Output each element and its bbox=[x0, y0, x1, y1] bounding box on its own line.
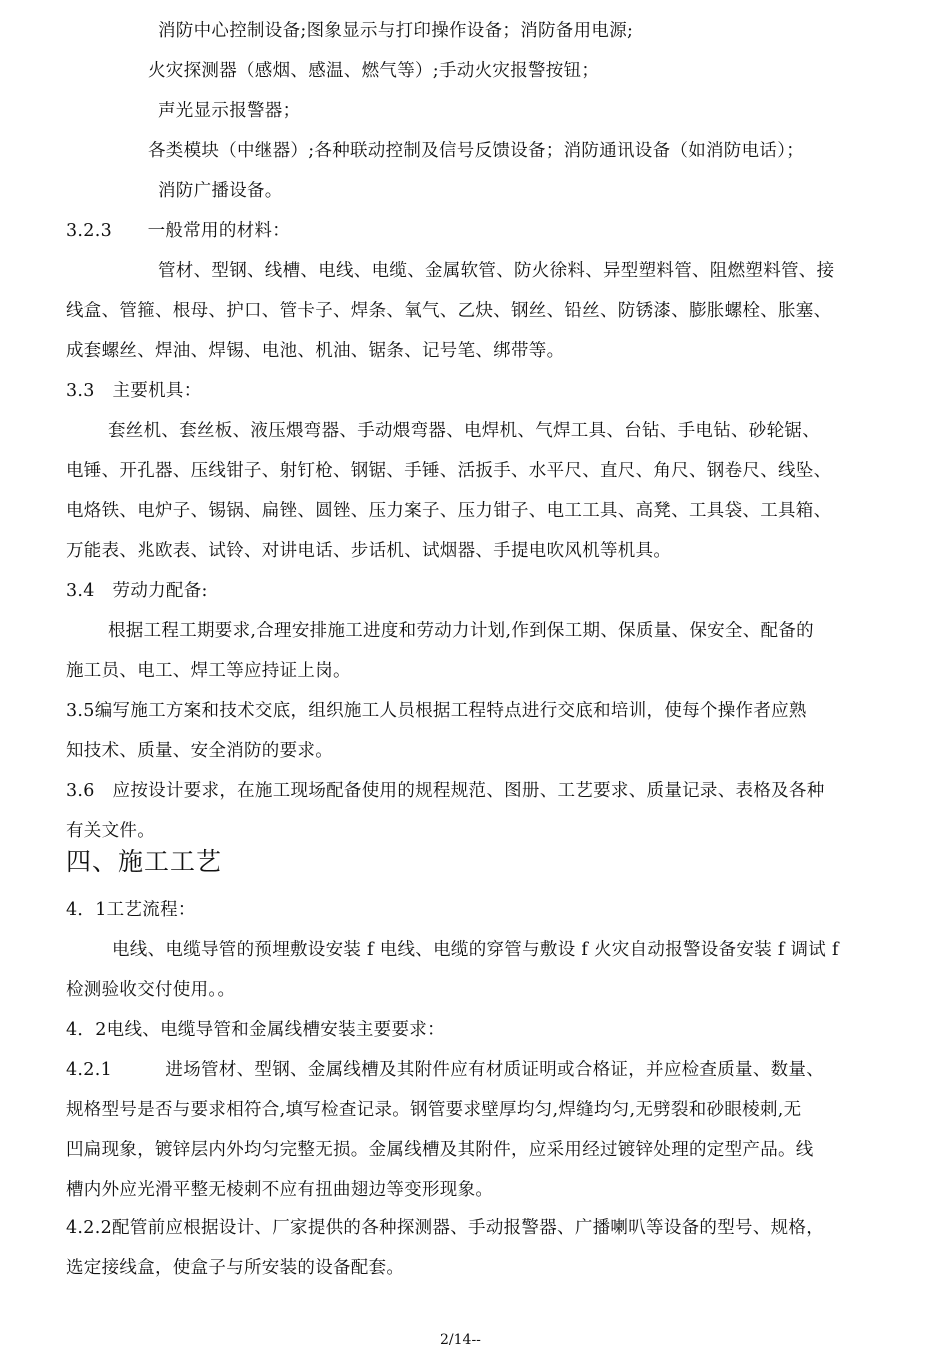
text-line: 火灾探测器（感烟、感温、燃气等）;手动火灾报警按钮； bbox=[148, 61, 600, 81]
section-heading: 4．2电线、电缆导管和金属线槽安装主要要求： bbox=[66, 1020, 445, 1040]
section-heading: 3.2.3 一般常用的材料： bbox=[66, 221, 291, 241]
text-line: 成套螺丝、焊油、焊锡、电池、机油、锯条、记号笔、绑带等。 bbox=[66, 341, 565, 361]
text-line: 电锤、开孔器、压线钳子、射钉枪、钢锯、手锤、活扳手、水平尺、直尺、角尺、钢卷尺、线坠、 bbox=[66, 461, 832, 481]
text-line: 消防中心控制设备;图象显示与打印操作设备；消防备用电源; bbox=[158, 21, 634, 41]
text-line: 套丝机、套丝板、液压煨弯器、手动煨弯器、电焊机、气焊工具、台钻、手电钻、砂轮锯、 bbox=[108, 421, 820, 441]
text-line: 检测验收交付使用。。 bbox=[66, 980, 236, 1000]
text-line: 3.5编写施工方案和技术交底，组织施工人员根据工程特点进行交底和培训，使每个操作者应熟 bbox=[66, 701, 807, 721]
section-heading: 3.3 主要机具： bbox=[66, 381, 202, 401]
text-line: 万能表、兆欧表、试铃、对讲电话、步话机、试烟器、手提电吹风机等机具。 bbox=[66, 541, 672, 561]
text-line: 线盒、管箍、根母、护口、管卡子、焊条、氧气、乙炔、钢丝、铅丝、防锈漆、膨胀螺栓、胀塞、 bbox=[66, 301, 832, 321]
text-line: 知技术、质量、安全消防的要求。 bbox=[66, 741, 333, 761]
text-line: 凹扁现象，镀锌层内外均匀完整无损。金属线槽及其附件，应采用经过镀锌处理的定型产品。线 bbox=[66, 1140, 814, 1160]
text-line: 4.2.2配管前应根据设计、厂家提供的各种探测器、手动报警器、广播喇叭等设备的型号、规格， bbox=[66, 1218, 825, 1238]
text-line: 声光显示报警器； bbox=[158, 101, 301, 121]
section-heading: 4．1工艺流程： bbox=[66, 900, 196, 920]
text-line: 槽内外应光滑平整无棱刺不应有扭曲翅边等变形现象。 bbox=[66, 1180, 494, 1200]
text-line: 规格型号是否与要求相符合,填写检查记录。钢管要求壁厚均匀,焊缝均匀,无劈裂和砂眼棱刺,无 bbox=[66, 1100, 802, 1120]
text-line: 施工员、电工、焊工等应持证上岗。 bbox=[66, 661, 351, 681]
text-line: 3.6 应按设计要求，在施工现场配备使用的规程规范、图册、工艺要求、质量记录、表格及各种 bbox=[66, 781, 825, 801]
text-line: 有关文件。 bbox=[66, 821, 155, 841]
text-line: 电线、电缆导管的预埋敷设安装 f 电线、电缆的穿管与敷设 f 火灾自动报警设备安装 f 调试 f bbox=[112, 940, 839, 960]
text-line: 根据工程工期要求,合理安排施工进度和劳动力计划,作到保工期、保质量、保安全、配备的 bbox=[108, 621, 814, 641]
text-line: 电烙铁、电炉子、锡锅、扁锉、圆锉、压力案子、压力钳子、电工工具、高凳、工具袋、工具箱、 bbox=[66, 501, 832, 521]
text-line: 管材、型钢、线槽、电线、电缆、金属软管、防火徐料、异型塑料管、阻燃塑料管、接 bbox=[158, 261, 835, 281]
text-line: 4.2.1 进场管材、型钢、金属线槽及其附件应有材质证明或合格证，并应检查质量、数量、 bbox=[66, 1060, 825, 1080]
section-heading: 3.4 劳动力配备: bbox=[66, 581, 208, 601]
page-footer: 2/14-- bbox=[440, 1332, 481, 1348]
text-line: 各类模块（中继器）;各种联动控制及信号反馈设备；消防通讯设备（如消防电话）； bbox=[148, 141, 805, 161]
chapter-heading: 四、施工工艺 bbox=[66, 847, 223, 876]
text-line: 选定接线盒，使盒子与所安装的设备配套。 bbox=[66, 1258, 405, 1278]
text-line: 消防广播设备。 bbox=[158, 181, 283, 201]
